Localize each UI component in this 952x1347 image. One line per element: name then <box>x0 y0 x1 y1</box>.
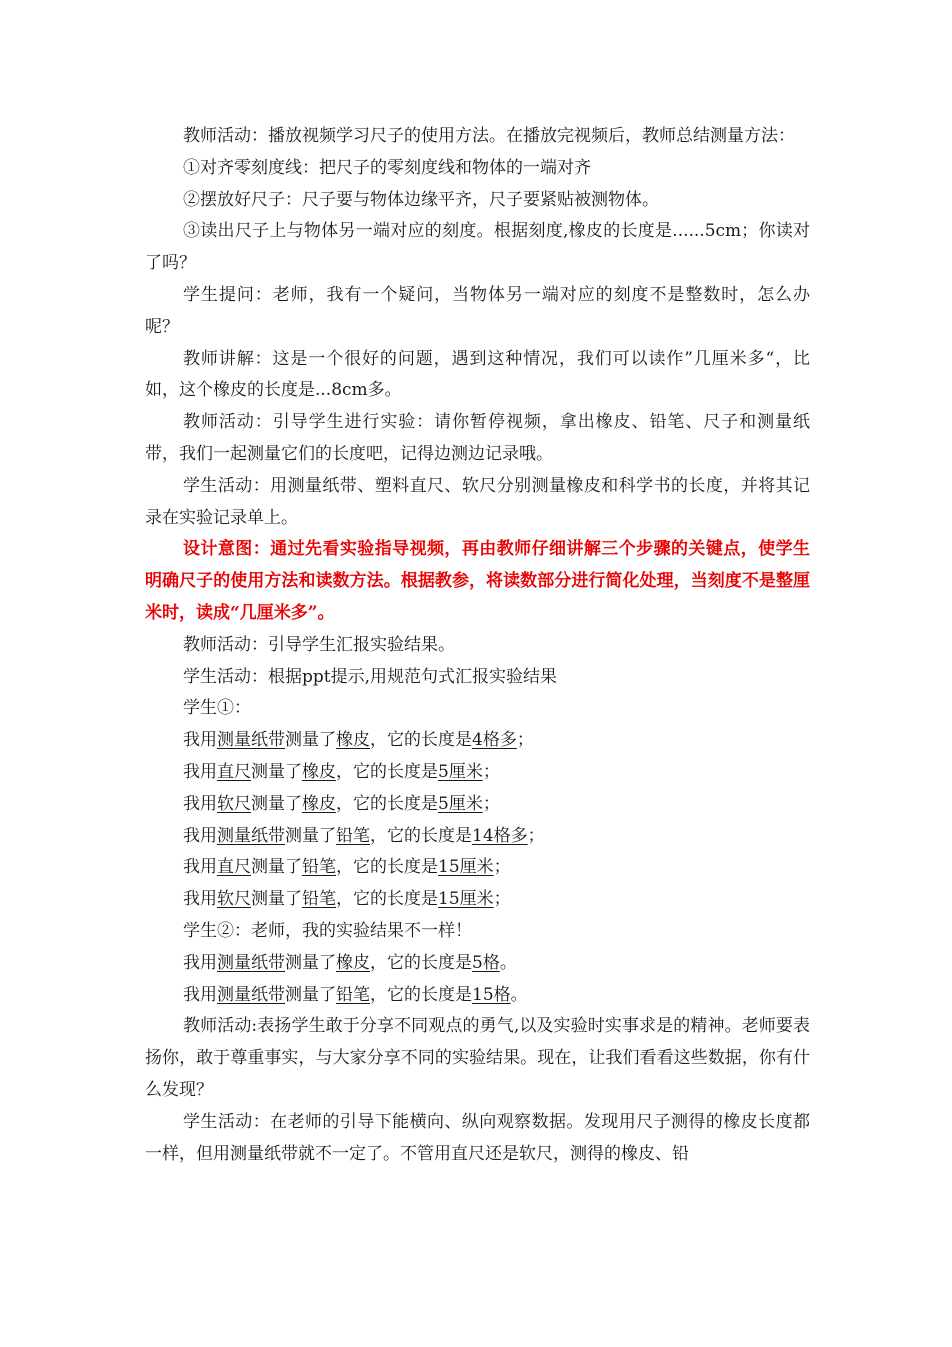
text-run: 学生②：老师，我的实验结果不一样！ <box>183 920 472 941</box>
text-run: ，它的长度是 <box>370 952 472 973</box>
underlined-term: 15格 <box>472 984 511 1005</box>
underlined-term: 测量纸带 <box>217 730 285 751</box>
underlined-term: 直尺 <box>217 761 251 782</box>
underlined-term: 铅笔 <box>336 984 370 1005</box>
paragraph <box>145 916 810 948</box>
underlined-term: 14格多 <box>472 825 528 846</box>
underlined-term: 5格 <box>472 952 500 973</box>
paragraph <box>145 821 810 853</box>
paragraph <box>145 789 810 821</box>
text-run: 学生活动：在老师的引导下能横向、纵向观察数据。发现用尺子测得的橡皮长度都一样，但用测量纸带就不一定了。不管用直尺还是软尺，测得的橡皮、铅 <box>145 1111 810 1164</box>
underlined-term: 测量纸带 <box>217 825 285 846</box>
text-run: 我用 <box>183 952 217 973</box>
text-run: ，它的长度是 <box>336 889 438 910</box>
text-run: ①对齐零刻度线：把尺子的零刻度线和物体的一端对齐 <box>183 157 591 178</box>
paragraph <box>145 948 810 980</box>
text-run: ； <box>482 761 500 782</box>
underlined-term: 铅笔 <box>302 857 336 878</box>
underlined-term: 橡皮 <box>336 730 370 751</box>
text-run: ； <box>493 889 511 910</box>
text-run: 测量了 <box>251 857 302 878</box>
text-run: ； <box>493 857 511 878</box>
paragraph <box>145 1107 810 1171</box>
text-run: ； <box>516 730 534 751</box>
text-run: 。 <box>499 952 517 973</box>
text-run: 学生活动：根据ppt提示,用规范句式汇报实验结果 <box>183 666 557 687</box>
text-run: 设计意图：通过先看实验指导视频，再由教师仔细讲解三个步骤的关键点，使学生明确尺子的使用方法和读数方法。根据教参，将读数部分进行简化处理，当刻度不是整厘米时，读成“几厘米多”。 <box>145 539 810 623</box>
paragraph <box>145 757 810 789</box>
text-run: 教师讲解：这是一个很好的问题，遇到这种情况，我们可以读作”几厘米多“，比如，这个橡皮的长度是...8cm多。 <box>145 348 810 401</box>
text-run: ，它的长度是 <box>370 730 472 751</box>
paragraph <box>145 662 810 694</box>
text-run: 我用 <box>183 761 217 782</box>
underlined-term: 铅笔 <box>336 825 370 846</box>
text-run: 教师活动:表扬学生敢于分享不同观点的勇气,以及实验时实事求是的精神。老师要表扬你，敢于尊重事实，与大家分享不同的实验结果。现在，让我们看看这些数据，你有什么发现？ <box>145 1016 810 1100</box>
paragraph <box>145 693 810 725</box>
text-run: 教师活动：播放视频学习尺子的使用方法。在播放完视频后，教师总结测量方法： <box>183 126 795 146</box>
underlined-term: 15厘米 <box>438 857 494 878</box>
document-body <box>145 121 810 1170</box>
text-run: ，它的长度是 <box>370 984 472 1005</box>
paragraph <box>145 407 810 471</box>
text-run: 我用 <box>183 730 217 751</box>
text-run: 。 <box>510 984 528 1005</box>
underlined-term: 橡皮 <box>336 952 370 973</box>
text-run: ，它的长度是 <box>370 825 472 846</box>
text-run: 我用 <box>183 889 217 910</box>
text-run: 学生①： <box>183 698 251 719</box>
text-run: ，它的长度是 <box>336 761 438 782</box>
text-run: 教师活动：引导学生汇报实验结果。 <box>183 634 455 655</box>
underlined-term: 铅笔 <box>302 889 336 910</box>
paragraph <box>145 216 810 280</box>
text-run: 学生提问：老师，我有一个疑问，当物体另一端对应的刻度不是整数时，怎么办呢？ <box>145 284 810 337</box>
paragraph <box>145 980 810 1012</box>
underlined-term: 软尺 <box>217 889 251 910</box>
underlined-term: 直尺 <box>217 857 251 878</box>
paragraph <box>145 630 810 662</box>
text-run: 测量了 <box>285 825 336 846</box>
text-run: ； <box>482 793 500 814</box>
paragraph <box>145 471 810 535</box>
underlined-term: 15厘米 <box>438 889 494 910</box>
underlined-term: 软尺 <box>217 793 251 814</box>
text-run: 测量了 <box>251 761 302 782</box>
underlined-term: 4格多 <box>472 730 517 751</box>
text-run: 我用 <box>183 793 217 814</box>
design-intent-paragraph <box>145 534 810 629</box>
text-run: 测量了 <box>285 730 336 751</box>
text-run: ③读出尺子上与物体另一端对应的刻度。根据刻度,橡皮的长度是......5cm；你读对了吗？ <box>145 221 810 274</box>
text-run: ②摆放好尺子：尺子要与物体边缘平齐，尺子要紧贴被测物体。 <box>183 189 659 210</box>
text-run: 我用 <box>183 825 217 846</box>
paragraph <box>145 884 810 916</box>
underlined-term: 橡皮 <box>302 793 336 814</box>
paragraph <box>145 280 810 344</box>
paragraph <box>145 185 810 217</box>
text-run: 测量了 <box>251 793 302 814</box>
paragraph <box>145 725 810 757</box>
underlined-term: 5厘米 <box>438 793 483 814</box>
underlined-term: 橡皮 <box>302 761 336 782</box>
underlined-term: 测量纸带 <box>217 984 285 1005</box>
text-run: 测量了 <box>285 984 336 1005</box>
text-run: 测量了 <box>251 889 302 910</box>
text-run: ； <box>527 825 545 846</box>
paragraph <box>145 852 810 884</box>
text-run: 我用 <box>183 984 217 1005</box>
text-run: 我用 <box>183 857 217 878</box>
underlined-term: 测量纸带 <box>217 952 285 973</box>
text-run: ，它的长度是 <box>336 857 438 878</box>
text-run: 测量了 <box>285 952 336 973</box>
paragraph <box>145 121 810 153</box>
paragraph <box>145 1011 810 1106</box>
text-run: 教师活动：引导学生进行实验：请你暂停视频，拿出橡皮、铅笔、尺子和测量纸带，我们一起测量它们的长度吧，记得边测边记录哦。 <box>145 412 810 464</box>
underlined-term: 5厘米 <box>438 761 483 782</box>
text-run: 学生活动：用测量纸带、塑料直尺、软尺分别测量橡皮和科学书的长度，并将其记录在实验记录单上。 <box>145 475 810 528</box>
text-run: ，它的长度是 <box>336 793 438 814</box>
paragraph <box>145 344 810 408</box>
paragraph <box>145 153 810 185</box>
